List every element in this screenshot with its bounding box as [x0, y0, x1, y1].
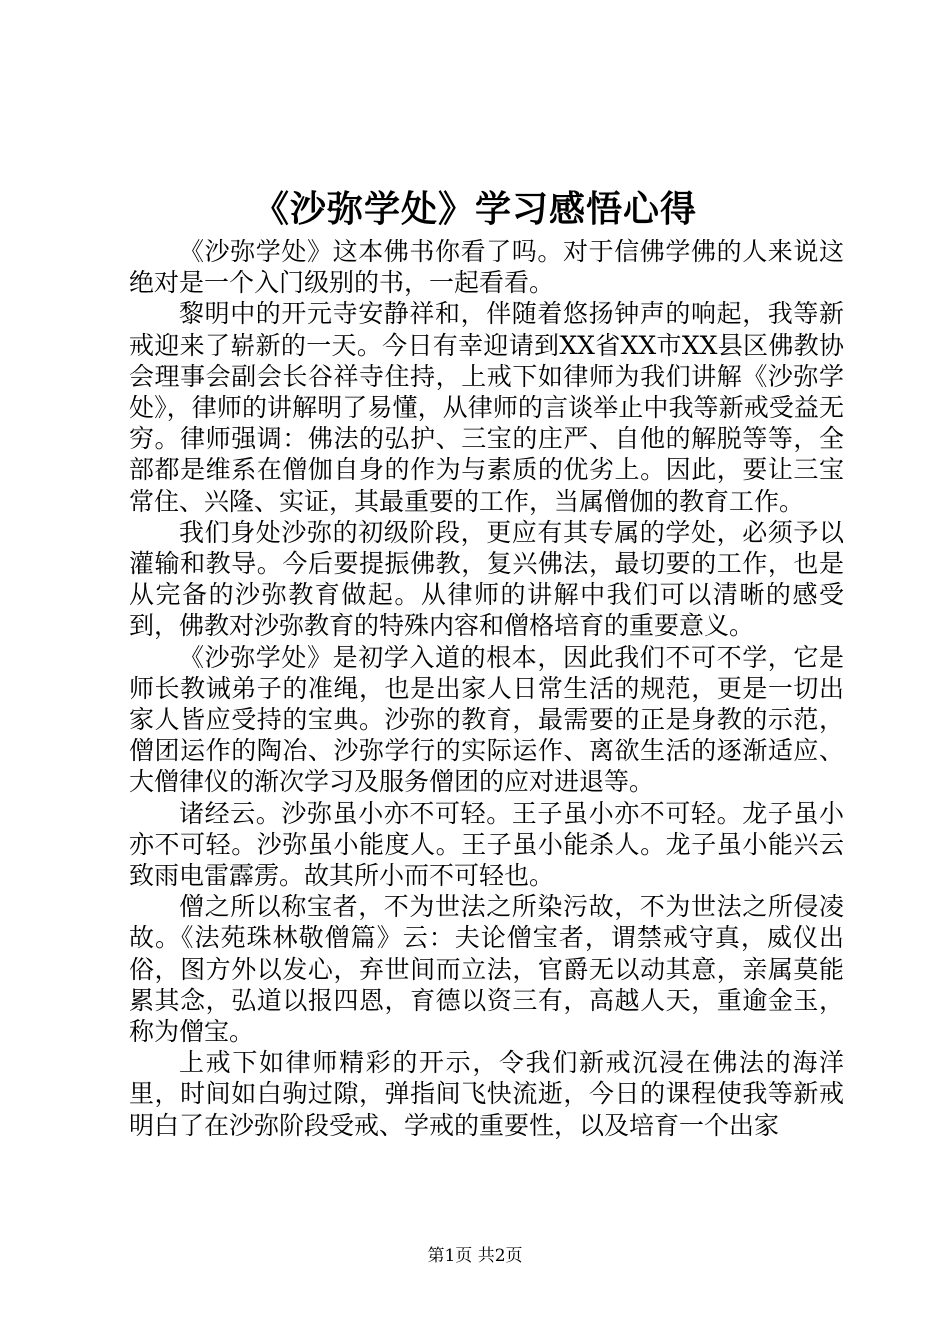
page-title: 《沙弥学处》学习感悟心得 [252, 188, 697, 230]
paragraph: 《沙弥学处》这本佛书你看了吗。对于信佛学佛的人来说这绝对是一个入门级别的书，一起看看。 [129, 237, 844, 298]
paragraph: 上戒下如律师精彩的开示，令我们新戒沉浸在佛法的海洋里，时间如白驹过隙，弹指间飞快流逝，今日的课程使我等新戒明白了在沙弥阶段受戒、学戒的重要性，以及培育一个出家 [129, 1048, 844, 1140]
page-footer: 第1页 共2页 [427, 1246, 523, 1266]
paragraph: 僧之所以称宝者，不为世法之所染污故，不为世法之所侵凌故。《法苑珠林敬僧篇》云：夫论僧宝者，谓禁戒守真，威仪出俗，图方外以发心，弃世间而立法，官爵无以动其意，亲属莫能累其念，弘道以报四恩，育德以资三有，高越人天，重逾金玉，称为僧宝。 [129, 892, 844, 1047]
paragraph: 《沙弥学处》是初学入道的根本，因此我们不可不学，它是师长教诫弟子的准绳，也是出家人日常生活的规范，更是一切出家人皆应受持的宝典。沙弥的教育，最需要的正是身教的示范，僧团运作的陶冶、沙弥学行的实际运作、离欲生活的逐渐适应、大僧律仪的渐次学习及服务僧团的应对进退等。 [129, 642, 844, 797]
document-body [129, 236, 844, 1141]
paragraph: 我们身处沙弥的初级阶段，更应有其专属的学处，必须予以灌输和教导。今后要提振佛教，复兴佛法，最切要的工作，也是从完备的沙弥教育做起。从律师的讲解中我们可以清晰的感受到，佛教对沙弥教育的特殊内容和僧格培育的重要意义。 [129, 517, 844, 641]
paragraph: 黎明中的开元寺安静祥和，伴随着悠扬钟声的响起，我等新戒迎来了崭新的一天。今日有幸迎请到XX省XX市XX县区佛教协会理事会副会长谷祥寺住持，上戒下如律师为我们讲解《沙弥学处》，律师的讲解明了易懂，从律师的言谈举止中我等新戒受益无穷。律师强调：佛法的弘护、三宝的庄严、自他的解脱等等，全部都是维系在僧伽自身的作为与素质的优劣上。因此，要让三宝常住、兴隆、实证，其最重要的工作，当属僧伽的教育工作。 [129, 299, 844, 516]
paragraph: 诸经云。沙弥虽小亦不可轻。王子虽小亦不可轻。龙子虽小亦不可轻。沙弥虽小能度人。王子虽小能杀人。龙子虽小能兴云致雨电雷霹雳。故其所小而不可轻也。 [129, 798, 844, 891]
